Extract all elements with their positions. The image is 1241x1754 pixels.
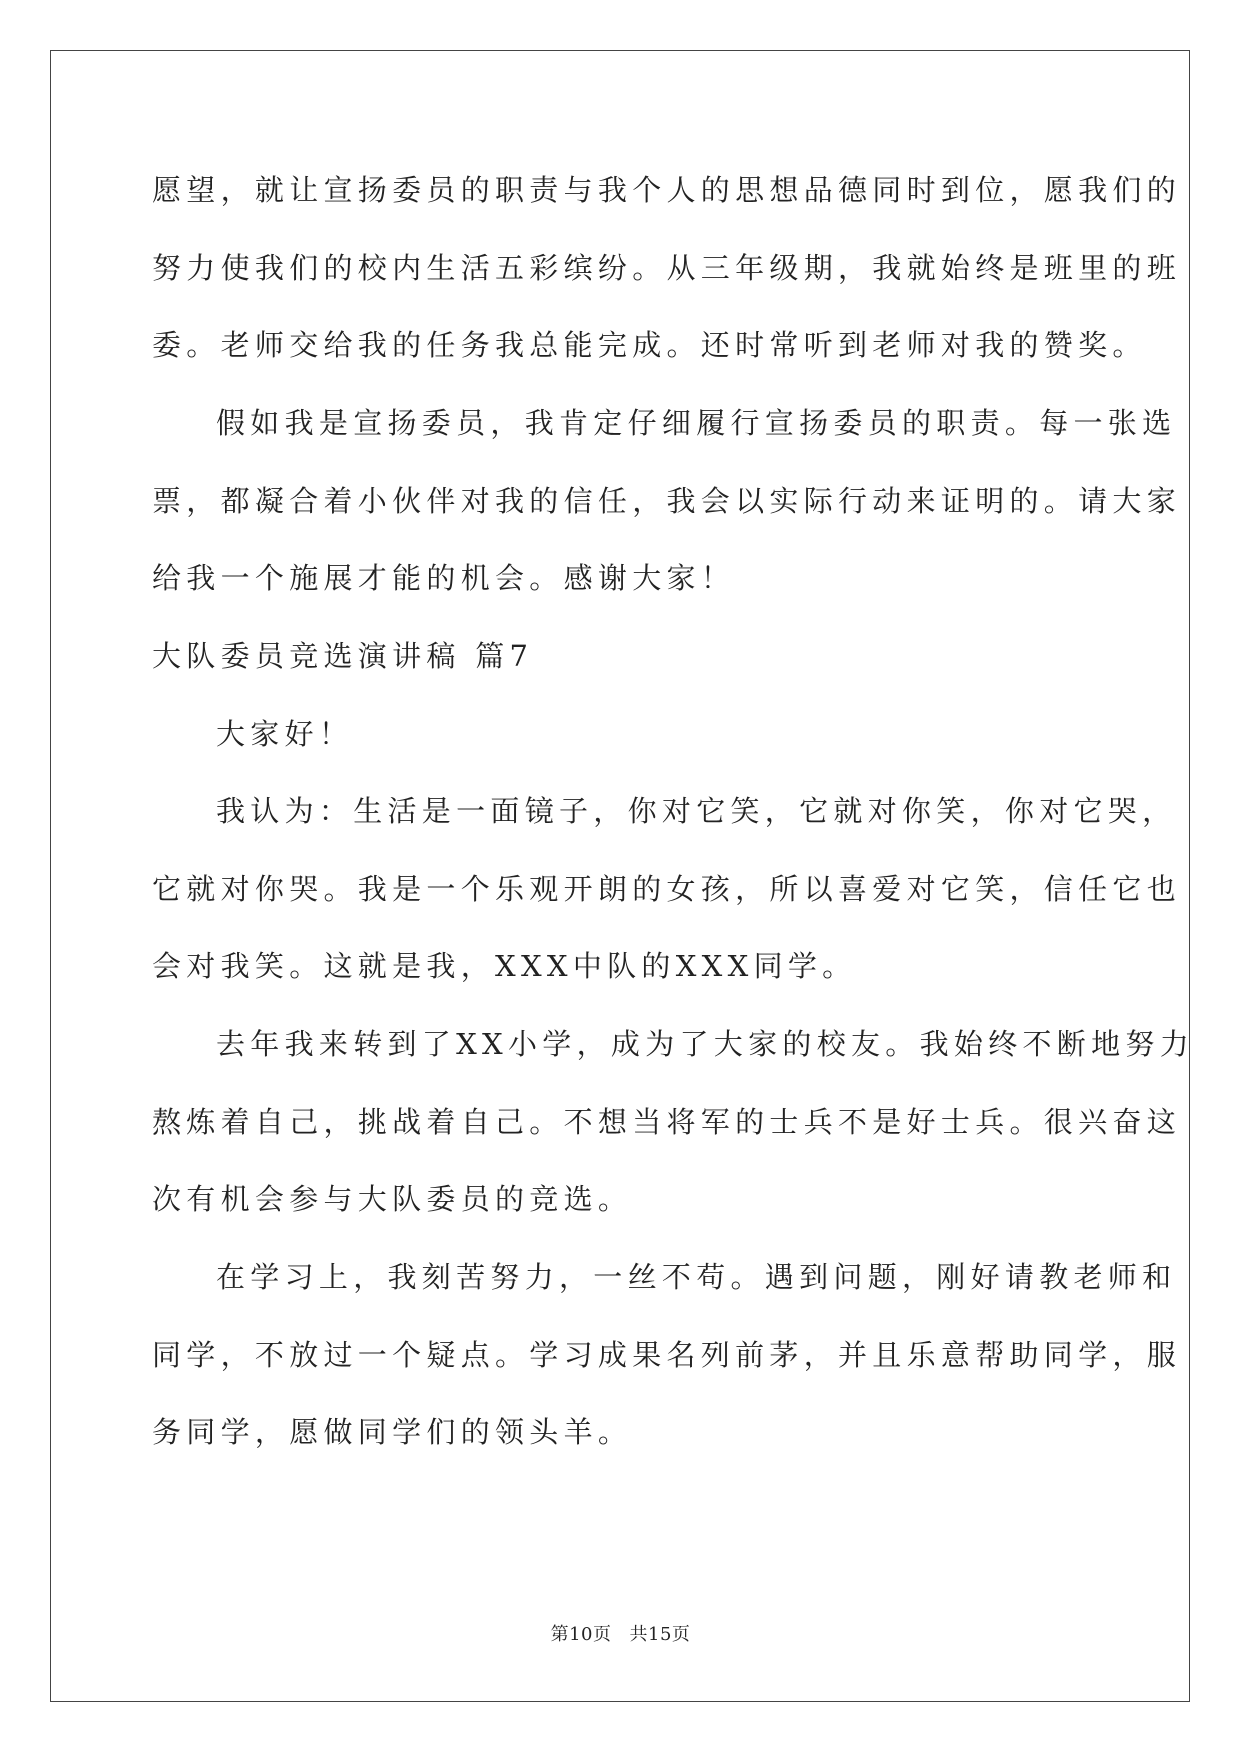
greeting: 大家好！ bbox=[216, 717, 354, 751]
body-line: 次有机会参与大队委员的竞选。 bbox=[152, 1182, 633, 1216]
paragraph-start: 在学习上，我刻苦努力，一丝不苟。遇到问题，刚好请教老师和 bbox=[216, 1260, 1177, 1294]
paragraph-start: 我认为：生活是一面镜子，你对它笑，它就对你笑，你对它哭， bbox=[216, 794, 1177, 828]
body-line: 努力使我们的校内生活五彩缤纷。从三年级期，我就始终是班里的班 bbox=[152, 251, 1182, 285]
body-line: 委。老师交给我的任务我总能完成。还时常听到老师对我的赞奖。 bbox=[152, 328, 1147, 362]
body-line: 票，都凝合着小伙伴对我的信任，我会以实际行动来证明的。请大家 bbox=[152, 484, 1182, 518]
paragraph-start: 假如我是宣扬委员，我肯定仔细履行宣扬委员的职责。每一张选 bbox=[216, 406, 1177, 440]
body-line: 它就对你哭。我是一个乐观开朗的女孩，所以喜爱对它笑，信任它也 bbox=[152, 872, 1182, 906]
page-total: 共15页 bbox=[629, 1624, 691, 1645]
body-line: 熬炼着自己，挑战着自己。不想当将军的士兵不是好士兵。很兴奋这 bbox=[152, 1105, 1182, 1139]
body-line: 给我一个施展才能的机会。感谢大家！ bbox=[152, 561, 736, 595]
page-number: 第10页 bbox=[550, 1624, 612, 1645]
body-line: 会对我笑。这就是我，XXX中队的XXX同学。 bbox=[152, 949, 857, 983]
paragraph-start: 去年我来转到了XX小学，成为了大家的校友。我始终不断地努力 bbox=[216, 1027, 1194, 1061]
body-line: 愿望，就让宣扬委员的职责与我个人的思想品德同时到位，愿我们的 bbox=[152, 173, 1182, 207]
page-footer bbox=[0, 1620, 1241, 1646]
body-line: 务同学，愿做同学们的领头羊。 bbox=[152, 1415, 633, 1449]
body-line: 同学，不放过一个疑点。学习成果名列前茅，并且乐意帮助同学，服 bbox=[152, 1338, 1182, 1372]
section-heading: 大队委员竞选演讲稿 篇7 bbox=[152, 639, 534, 673]
